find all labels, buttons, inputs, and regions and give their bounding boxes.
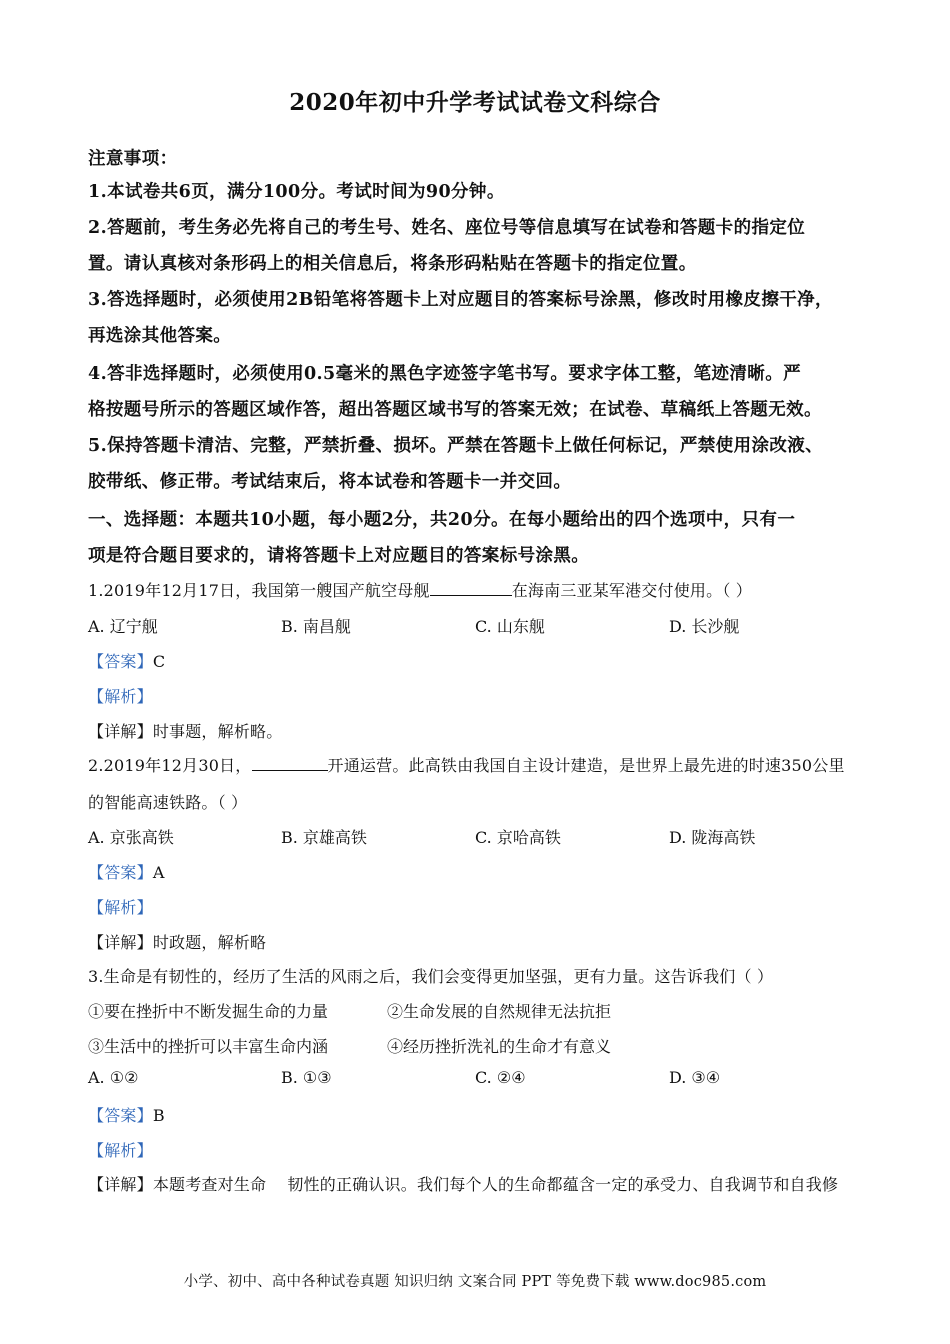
question-3-detail	[88, 1172, 838, 1195]
question-3-analysis-label: 【解析】	[88, 1141, 153, 1160]
detail-text: 时政题，解析略	[152, 933, 267, 952]
notice-line: 1.本试卷共6页，满分100分。考试时间为90分钟。	[88, 182, 505, 202]
question-2-answer	[88, 860, 165, 883]
answer-label: 【答案】	[88, 1106, 153, 1125]
question-1-stem: 1.2019年12月17日，我国第一艘国产航空母舰 在海南三亚某军港交付使用。（ ）	[88, 581, 753, 600]
question-3-statement-1: ①要在挫折中不断发掘生命的力量	[88, 1002, 329, 1021]
notice-line: 5.保持答题卡清洁、完整，严禁折叠、损坏。严禁在答题卡上做任何标记，严禁使用涂改液、	[88, 436, 824, 456]
question-3-option-c: C. ②④	[475, 1068, 526, 1087]
question-2-stem-continued: 的智能高速铁路。（ ）	[88, 793, 248, 812]
detail-text: 本题考查对生命 韧性的正确认识。我们每个人的生命都蕴含一定的承受力、自我调节和自我修	[152, 1175, 839, 1194]
page-title: 2020年初中升学考试试卷文科综合	[289, 89, 661, 116]
answer-blank	[430, 581, 512, 596]
question-3-stem: 3.生命是有韧性的，经历了生活的风雨之后，我们会变得更加坚强，更有力量。这告诉我们（ ）	[88, 967, 774, 986]
answer-value: A	[152, 863, 165, 882]
answer-label: 【答案】	[88, 652, 153, 671]
question-1-answer	[88, 649, 165, 672]
question-1-option-a: A. 辽宁舰	[88, 617, 158, 636]
question-2-detail	[88, 930, 266, 953]
notice-line: 再选涂其他答案。	[88, 326, 232, 346]
question-1-option-b: B. 南昌舰	[281, 617, 351, 636]
notice-line: 3.答选择题时，必须使用2B铅笔将答题卡上对应题目的答案标号涂黑，修改时用橡皮擦干净，	[88, 290, 833, 310]
section-heading: 一、选择题：本题共10小题，每小题2分，共20分。在每小题给出的四个选项中，只有一	[88, 510, 796, 530]
detail-label: 【详解】	[88, 933, 153, 952]
question-3-option-d: D. ③④	[669, 1068, 721, 1087]
detail-label: 【详解】	[88, 722, 153, 741]
answer-value: B	[152, 1106, 165, 1125]
question-2-option-a: A. 京张高铁	[88, 828, 174, 847]
page-footer: 小学、初中、高中各种试卷真题 知识归纳 文案合同 PPT 等免费下载 www.doc985.com	[183, 1274, 767, 1290]
section-heading: 项是符合题目要求的，请将答题卡上对应题目的答案标号涂黑。	[88, 546, 590, 566]
question-3-statement-3: ③生活中的挫折可以丰富生命内涵	[88, 1037, 329, 1056]
notice-heading: 注意事项：	[88, 149, 178, 169]
notice-line: 格按题号所示的答题区域作答，超出答题区域书写的答案无效；在试卷、草稿纸上答题无效。	[88, 400, 822, 420]
question-1-analysis-label: 【解析】	[88, 687, 153, 706]
question-1-option-d: D. 长沙舰	[669, 617, 740, 636]
answer-value: C	[152, 652, 166, 671]
question-3-option-a: A. ①②	[88, 1068, 139, 1087]
detail-text: 时事题，解析略。	[152, 722, 283, 741]
question-1-option-c: C. 山东舰	[475, 617, 545, 636]
question-2-option-d: D. 陇海高铁	[669, 828, 756, 847]
question-3-statement-4: ④经历挫折洗礼的生命才有意义	[387, 1037, 612, 1056]
answer-label: 【答案】	[88, 863, 153, 882]
answer-blank	[252, 756, 328, 771]
question-2-option-b: B. 京雄高铁	[281, 828, 367, 847]
notice-line: 2.答题前，考生务必先将自己的考生号、姓名、座位号等信息填写在试卷和答题卡的指定位	[88, 218, 806, 238]
question-3-statement-2: ②生命发展的自然规律无法抗拒	[387, 1002, 612, 1021]
notice-line: 胶带纸、修正带。考试结束后，将本试卷和答题卡一并交回。	[88, 472, 572, 492]
notice-line: 置。请认真核对条形码上的相关信息后，将条形码粘贴在答题卡的指定位置。	[88, 254, 697, 274]
question-3-answer	[88, 1103, 165, 1126]
question-2-option-c: C. 京哈高铁	[475, 828, 561, 847]
question-3-option-b: B. ①③	[281, 1068, 332, 1087]
notice-line: 4.答非选择题时，必须使用0.5毫米的黑色字迹签字笔书写。要求字体工整，笔迹清晰。严	[88, 364, 802, 384]
detail-label: 【详解】	[88, 1175, 153, 1194]
question-2-analysis-label: 【解析】	[88, 898, 153, 917]
question-2-stem: 2.2019年12月30日， 开通运营。此高铁由我国自主设计建造，是世界上最先进的时速350公里	[88, 756, 845, 775]
question-1-detail	[88, 719, 282, 742]
